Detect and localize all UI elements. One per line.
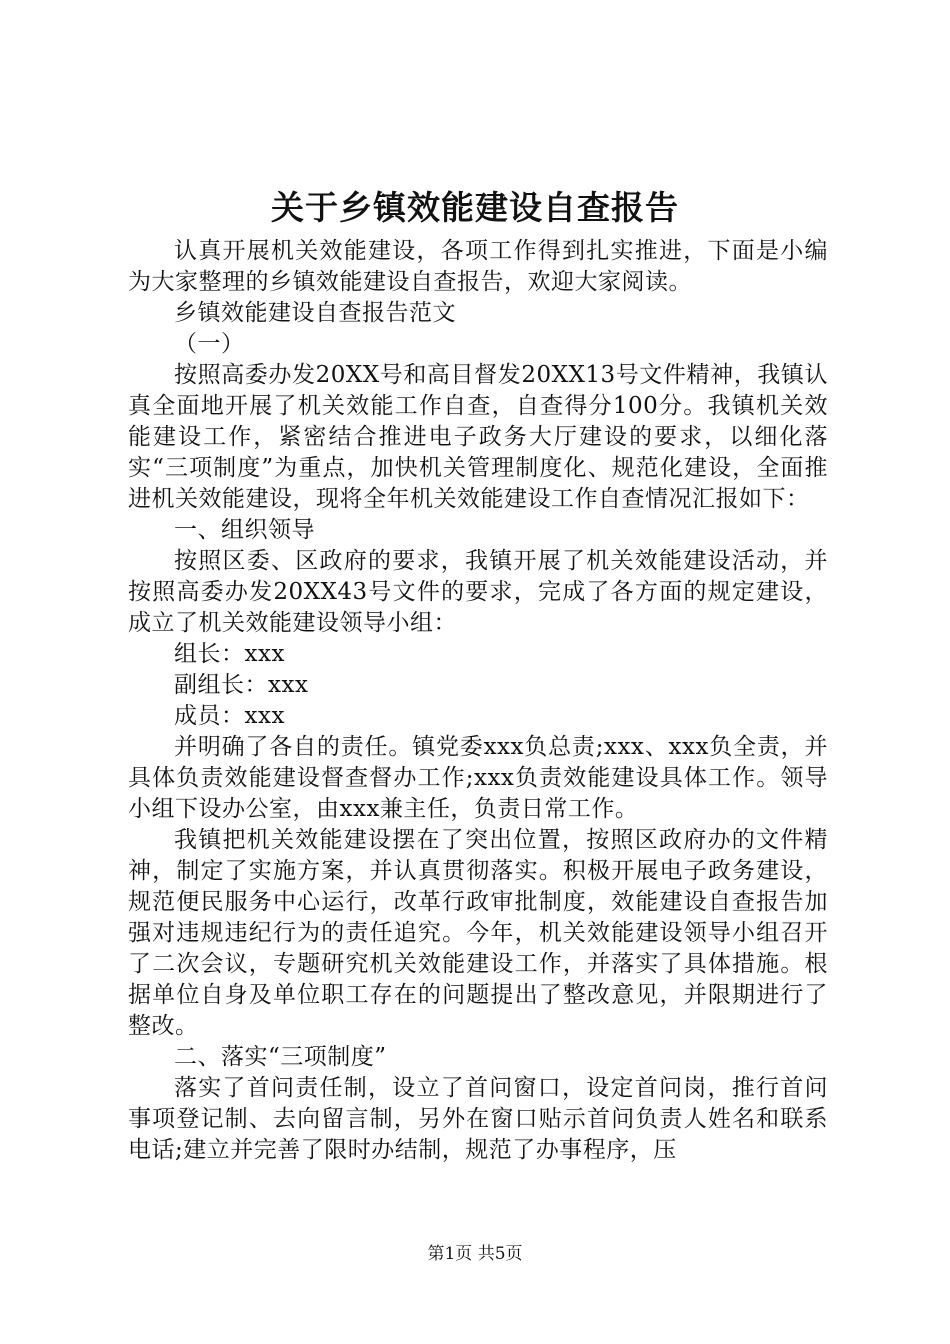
intro-paragraph: 认真开展机关效能建设，各项工作得到扎实推进，下面是小编为大家整理的乡镇效能建设自查报告，欢迎大家阅读。 [128, 238, 828, 295]
page-footer: 第1页 共5页 [427, 1244, 523, 1264]
list-item: 成员：xxx [174, 703, 285, 729]
body-paragraph: 我镇把机关效能建设摆在了突出位置，按照区政府办的文件精神，制定了实施方案，并认真贯彻落实。积极开展电子政务建设，规范便民服务中心运行，改革行政审批制度，效能建设自查报告加强对违规违纪行为的责任追究。今年，机关效能建设领导小组召开了二次会议，专题研究机关效能建设工作，并落实了具体措施。根据单位自身及单位职工存在的问题提出了整改意见，并限期进行了整改。 [128, 827, 828, 1039]
document-title: 关于乡镇效能建设自查报告 [271, 188, 679, 227]
section-heading: 二、落实“三项制度” [174, 1044, 387, 1070]
body-paragraph: 落实了首问责任制，设立了首问窗口，设定首问岗，推行首问事项登记制、去向留言制，另外在窗口贴示首问负责人姓名和联系电话;建立并完善了限时办结制，规范了办事程序，压 [128, 1075, 828, 1163]
body-paragraph: 并明确了各自的责任。镇党委xxx负总责;xxx、xxx负全责，并具体负责效能建设督查督办工作;xxx负责效能建设具体工作。领导小组下设办公室，由xxx兼主任，负责日常工作。 [128, 734, 828, 822]
section-heading: 乡镇效能建设自查报告范文 [174, 300, 456, 326]
body-paragraph: 按照高委办发20XX号和高目督发20XX13号文件精神，我镇认真全面地开展了机关效能工作自查，自查得分100分。我镇机关效能建设工作，紧密结合推进电子政务大厅建设的要求，以细化落实“三项制度”为重点，加快机关管理制度化、规范化建设，全面推进机关效能建设，现将全年机关效能建设工作自查情况汇报如下： [128, 362, 828, 512]
section-heading: 一、组织领导 [174, 517, 315, 543]
subsection-number: （一） [174, 331, 245, 357]
list-item: 组长：xxx [174, 641, 285, 667]
body-paragraph: 按照区委、区政府的要求，我镇开展了机关效能建设活动，并按照高委办发20XX43号文件的要求，完成了各方面的规定建设，成立了机关效能建设领导小组： [128, 548, 828, 636]
document-body [128, 236, 828, 1166]
list-item: 副组长：xxx [174, 672, 309, 698]
